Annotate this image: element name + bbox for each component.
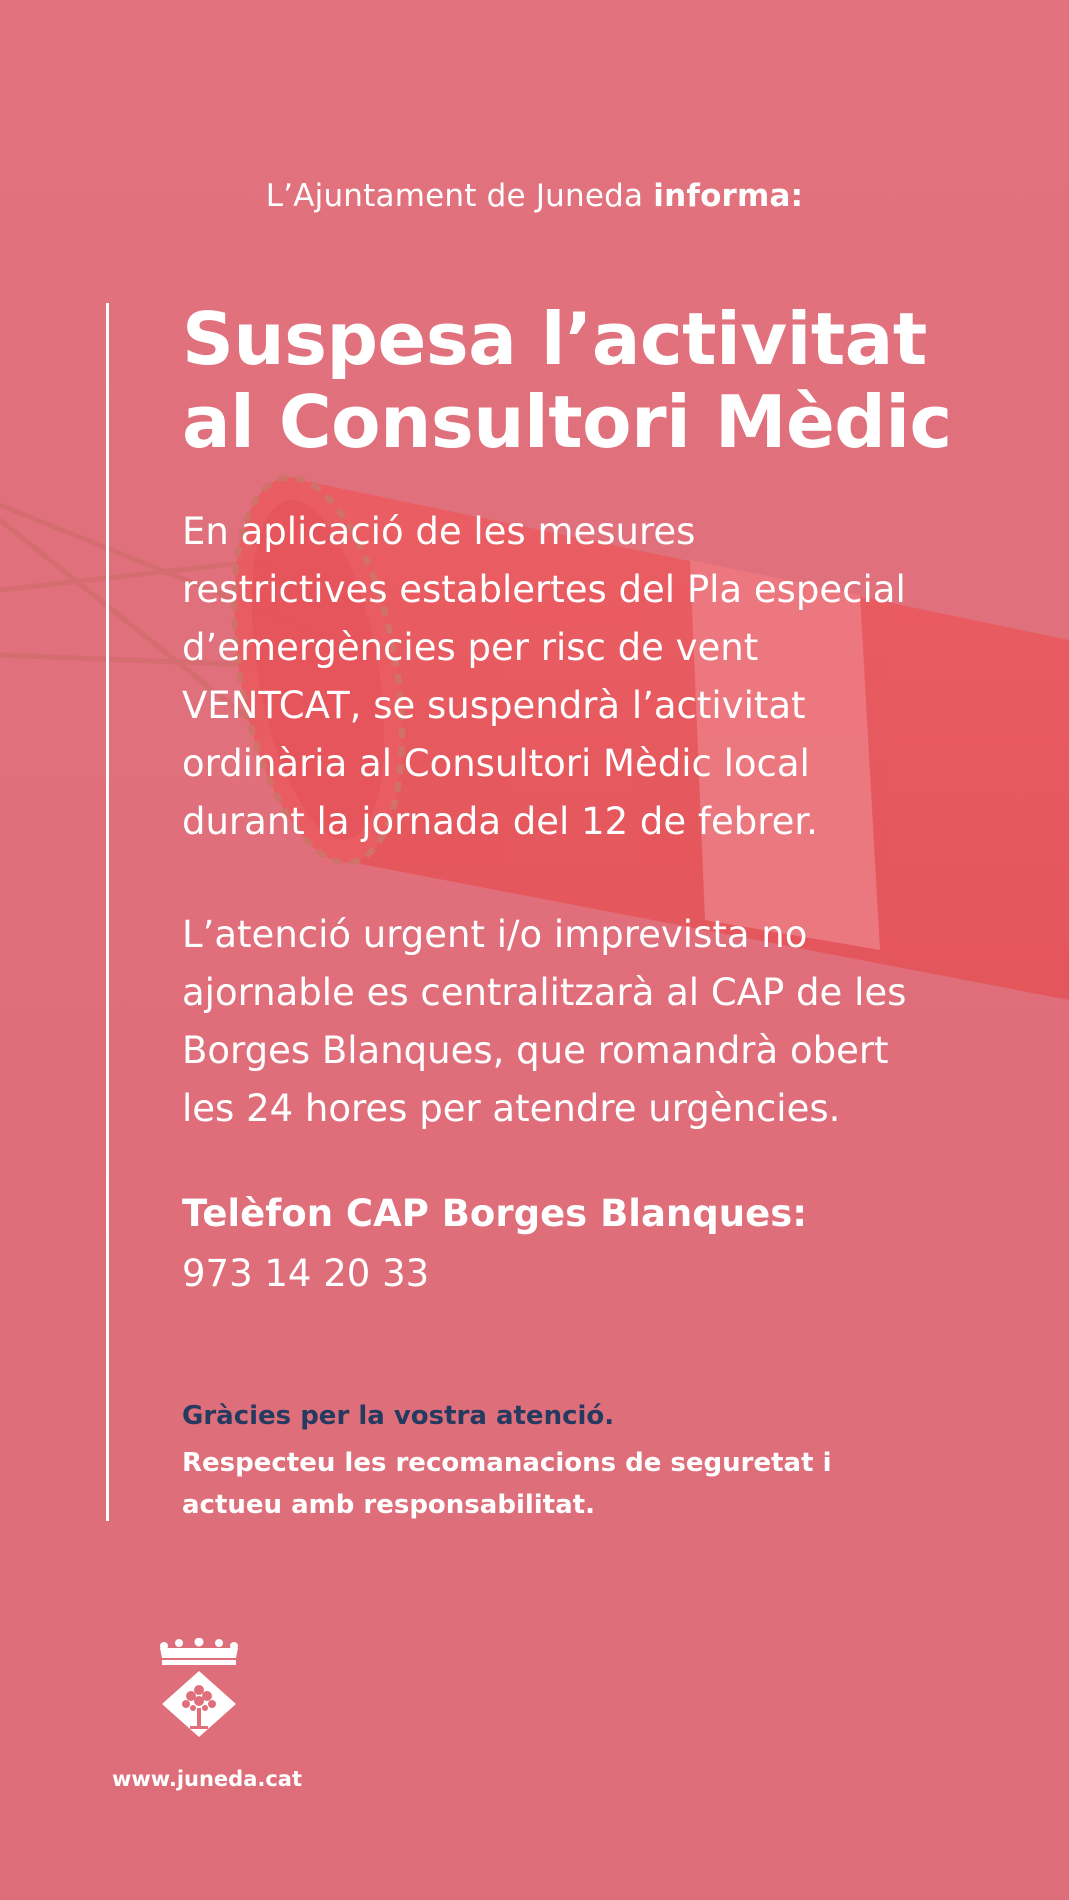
paragraph-line: En aplicació de les mesures	[182, 510, 696, 553]
paragraph-line: ajornable es centralitzarà al CAP de les	[182, 971, 907, 1014]
vertical-divider	[106, 303, 109, 1521]
paragraph-line: restrictives establertes del Pla especial	[182, 568, 906, 611]
title-line-1: Suspesa l’activitat	[182, 297, 927, 381]
paragraph-line: L’atenció urgent i/o imprevista no	[182, 913, 808, 956]
paragraph-urgent-care	[182, 906, 1042, 1138]
phone-label: Telèfon CAP Borges Blanques:	[182, 1192, 808, 1235]
page-title	[182, 298, 1042, 464]
thanks-message: Gràcies per la vostra atenció.	[182, 1401, 615, 1431]
header-bold: informa:	[653, 178, 804, 214]
juneda-coat-of-arms-icon	[156, 1638, 242, 1738]
advice-line-1: Respecteu les recomanacions de seguretat i	[182, 1448, 832, 1478]
title-line-2: al Consultori Mèdic	[182, 380, 952, 464]
paragraph-line: Borges Blanques, que romandrà obert	[182, 1029, 889, 1072]
paragraph-line: les 24 hores per atendre urgències.	[182, 1087, 841, 1130]
advice-line-2: actueu amb responsabilitat.	[182, 1490, 595, 1520]
phone-number: 973 14 20 33	[182, 1252, 430, 1295]
paragraph-suspension	[182, 503, 1042, 851]
paragraph-line: VENTCAT, se suspendrà l’activitat	[182, 684, 806, 727]
paragraph-line: d’emergències per risc de vent	[182, 626, 759, 669]
website-link[interactable]: www.juneda.cat	[112, 1767, 303, 1791]
paragraph-line: ordinària al Consultori Mèdic local	[182, 742, 810, 785]
safety-advice	[182, 1442, 831, 1526]
informa-header	[0, 178, 1069, 214]
header-prefix: L’Ajuntament de Juneda	[265, 178, 644, 214]
paragraph-line: durant la jornada del 12 de febrer.	[182, 800, 818, 843]
